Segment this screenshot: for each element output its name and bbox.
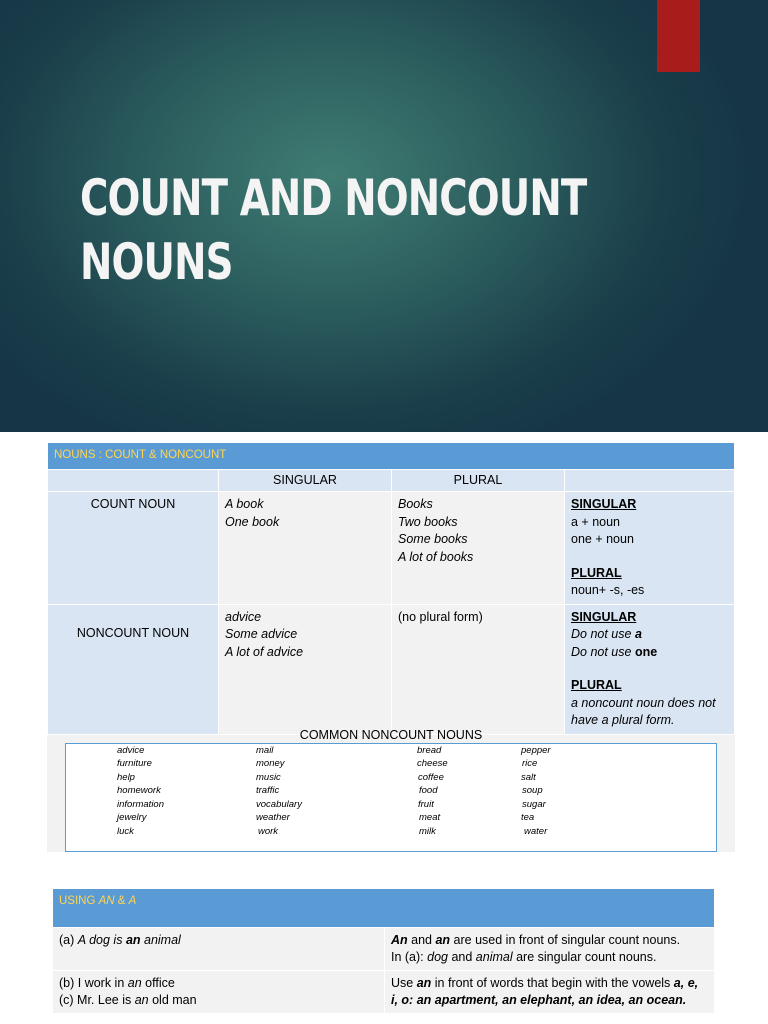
noncount-notes-cell (565, 604, 735, 734)
count-notes-cell (565, 492, 735, 605)
word: water (524, 826, 548, 837)
count-plural-cell (392, 492, 565, 605)
word: meat (419, 812, 441, 823)
word: help (117, 772, 135, 783)
rule: a noncount noun does not have a plural form. (571, 695, 716, 727)
common-noncount-title: COMMON NONCOUNT NOUNS (299, 728, 483, 742)
example: advice (225, 609, 262, 624)
explanation-a: An and an are used in front of singular count nouns. In (a): dog and animal are singular count nouns. (385, 928, 715, 971)
word: soup (522, 785, 543, 796)
example: Books (398, 497, 433, 511)
word: music (256, 772, 281, 783)
noncount-word-list (65, 743, 717, 852)
examples-b-c: (b) I work in an office (c) Mr. Lee is an old man (53, 971, 385, 1014)
word: luck (117, 826, 134, 837)
word: furniture (117, 758, 152, 769)
example: Two books (398, 514, 458, 529)
example: A lot of books (398, 549, 474, 564)
word: food (419, 785, 438, 796)
empty-cell (565, 469, 735, 492)
notes-heading: SINGULAR (571, 497, 637, 511)
word: tea (521, 812, 535, 823)
word: traffic (256, 785, 280, 796)
red-ribbon (657, 0, 700, 72)
col-plural: PLURAL (392, 469, 565, 492)
explanation-b-c: Use an in front of words that begin with the vowels a, e, i, o: an apartment, an elephant, an idea, an ocean. (385, 971, 715, 1014)
empty-cell (48, 469, 219, 492)
word: homework (117, 785, 161, 796)
example: A book (225, 497, 264, 511)
notes-heading: SINGULAR (571, 609, 637, 624)
word: sugar (522, 799, 546, 810)
word: information (117, 799, 164, 810)
word: weather (256, 812, 290, 823)
word: pepper (521, 745, 551, 756)
word: money (256, 758, 285, 769)
word: fruit (418, 799, 434, 810)
an-a-table (52, 888, 715, 1014)
noncount-noun-label: NONCOUNT NOUN (48, 604, 219, 734)
rule: Do not use a (571, 627, 642, 641)
notes-heading: PLURAL (571, 678, 622, 692)
example: A lot of advice (225, 644, 304, 659)
example: One book (225, 514, 280, 529)
word: mail (256, 745, 274, 756)
example: Some advice (225, 627, 298, 641)
word: coffee (418, 772, 444, 783)
noncount-singular-cell (219, 604, 392, 734)
nouns-table-header: NOUNS : COUNT & NONCOUNT (48, 443, 735, 470)
col-singular: SINGULAR (219, 469, 392, 492)
rule: Do not use one (571, 644, 658, 659)
word: salt (521, 772, 536, 783)
word: rice (522, 758, 538, 769)
rule: a + noun (571, 514, 621, 529)
word: jewelry (117, 812, 147, 823)
rule: noun+ -s, -es (571, 583, 645, 597)
nouns-table (47, 442, 735, 735)
title-slide (0, 0, 768, 432)
count-singular-cell (219, 492, 392, 605)
word: bread (417, 745, 442, 756)
count-noun-label: COUNT NOUN (48, 492, 219, 605)
title-line-1: COUNT AND NONCOUNT (80, 169, 587, 227)
word: milk (419, 826, 436, 837)
word: vocabulary (256, 799, 302, 810)
notes-heading: PLURAL (571, 565, 622, 580)
noncount-plural-cell: (no plural form) (392, 604, 565, 734)
example-a: (a) A dog is an animal (53, 928, 385, 971)
word: cheese (417, 758, 448, 769)
title-line-2: NOUNS (80, 233, 233, 291)
an-a-table-header: USING AN & A (53, 889, 715, 928)
rule: one + noun (571, 532, 634, 546)
slide-title (80, 166, 613, 294)
word: work (258, 826, 279, 837)
word: advice (117, 745, 145, 756)
example: Some books (398, 532, 468, 546)
